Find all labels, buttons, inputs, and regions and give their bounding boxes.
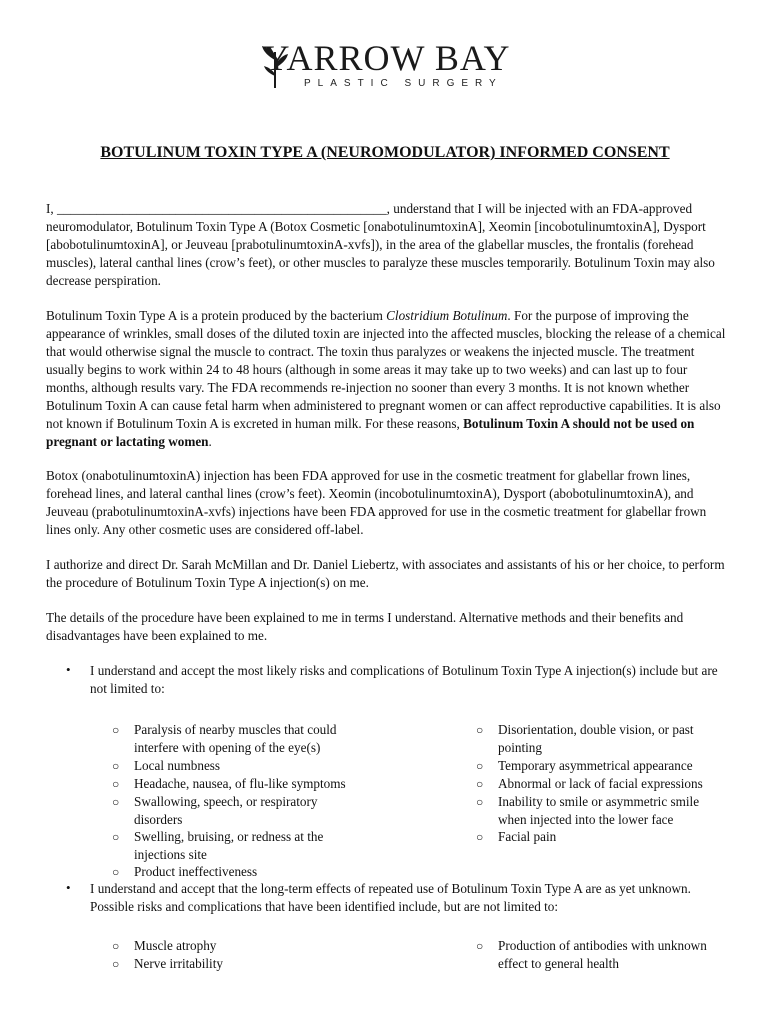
text-run: Botulinum Toxin Type A is a protein produced by the bacterium [46, 308, 387, 323]
list-item-text: Production of antibodies with unknown effect to general health [498, 938, 707, 971]
page-title: BOTULINUM TOXIN TYPE A (NEUROMODULATOR) INFORMED CONSENT [100, 144, 670, 161]
logo-subtitle: PLASTIC SURGERY [304, 78, 503, 89]
text-run: . [208, 434, 212, 449]
list-item-text: Swallowing, speech, or respiratory disorders [134, 794, 318, 827]
circle-bullet-icon: ○ [112, 759, 120, 773]
circle-bullet-icon: ○ [476, 830, 484, 844]
bacterium-name: Clostridium Botulinum [386, 308, 508, 323]
paragraph-patient-statement: I, __________________________________________________, understand that I will be injected with an FDA-approved neuromodulator, Botulinum Toxin Type A (Botox Cosmetic [onabotulinumtoxinA], Xeomin [incobotulinumtoxinA], Dysport [abobotulinumtoxinA], or Jeuveau [prabotulinumtoxinA-xvfs]), in the area of the glabellar muscles, the frontalis (forehead muscles), lateral canthal lines (crow’s feet), or other muscles to paralyze these muscles temporarily. Botulinum Toxin may also decrease perspiration. [46, 201, 715, 288]
list-item-text: Local numbness [134, 758, 221, 773]
list-item-text: Muscle atrophy [134, 938, 217, 953]
circle-bullet-icon: ○ [476, 795, 484, 809]
list-item-text: Product ineffectiveness [134, 864, 258, 879]
list-item-text: Abnormal or lack of facial expressions [498, 776, 703, 791]
circle-bullet-icon: ○ [112, 865, 120, 879]
list-item-text: Inability to smile or asymmetric smile when injected into the lower face [498, 794, 700, 827]
list-item-text: Headache, nausea, of flu-like symptoms [134, 776, 346, 791]
paragraph-fda-approval: Botox (onabotulinumtoxinA) injection has been FDA approved for use in the cosmetic treatment for glabellar frown lines, forehead lines, and lateral canthal lines (crow’s feet). Xeomin (incobotulinumtoxinA), Dysport (abobotulinumtoxinA), and Jeuveau (prabotulinumtoxinA-xvfs) injections have been FDA approved for use in the cosmetic treatment for glabellar frown lines only. Any other cosmetic uses are considered off-label. [46, 468, 707, 537]
circle-bullet-icon: ○ [112, 723, 120, 737]
circle-bullet-icon: ○ [112, 830, 120, 844]
circle-bullet-icon: ○ [476, 777, 484, 791]
list-item-text: Disorientation, double vision, or past pointing [498, 722, 694, 755]
paragraph-toxin-description [46, 307, 726, 451]
circle-bullet-icon: ○ [112, 795, 120, 809]
list-item-text: Facial pain [498, 829, 557, 844]
circle-bullet-icon: ○ [112, 777, 120, 791]
bullet-icon: • [66, 662, 71, 677]
circle-bullet-icon: ○ [112, 939, 120, 953]
circle-bullet-icon: ○ [112, 957, 120, 971]
text-run: . For the purpose of improving the appearance of wrinkles, small doses of the diluted toxin are injected into the affected muscles, blocking the release of a chemical that would otherwise signal the muscle to contract. The toxin thus paralyzes or weakens the injected muscle. The treatment usually begins to work within 24 to 48 hours (although in some areas it may take up to two weeks) and can last up to four months, although results vary. The FDA recommends re-injection no sooner than every 3 months. It is not known whether Botulinum Toxin A can cause fetal harm when administered to pregnant women or can affect reproductive capabilities. It is also not known if Botulinum Toxin A is excreted in human milk. For these reasons, [46, 308, 726, 431]
circle-bullet-icon: ○ [476, 759, 484, 773]
list-item-text: Paralysis of nearby muscles that could interfere with opening of the eye(s) [134, 722, 337, 755]
pregnancy-warning: Botulinum Toxin A should not be used on pregnant or lactating women [46, 416, 695, 449]
bullet-icon: • [66, 880, 71, 895]
bullet-text: I understand and accept that the long-term effects of repeated use of Botulinum Toxin Type A are as yet unknown. Possible risks and complications that have been identified include, but are not limited to: [90, 881, 691, 914]
list-item-text: Nerve irritability [134, 956, 223, 971]
bullet-text: I understand and accept the most likely risks and complications of Botulinum Toxin Type A injection(s) include but are not limited to: [90, 663, 718, 696]
clinic-logo [262, 38, 512, 94]
logo-name: YARROW BAY [263, 38, 511, 78]
list-item-text: Temporary asymmetrical appearance [498, 758, 693, 773]
circle-bullet-icon: ○ [476, 939, 484, 953]
paragraph-authorization: I authorize and direct Dr. Sarah McMillan and Dr. Daniel Liebertz, with associates and assistants of his or her choice, to perform the procedure of Botulinum Toxin Type A injection(s) on me. [46, 557, 725, 590]
circle-bullet-icon: ○ [476, 723, 484, 737]
list-item-text: Swelling, bruising, or redness at the injections site [134, 829, 324, 862]
paragraph-explanation: The details of the procedure have been explained to me in terms I understand. Alternative methods and their benefits and disadvantages have been explained to me. [46, 610, 684, 643]
